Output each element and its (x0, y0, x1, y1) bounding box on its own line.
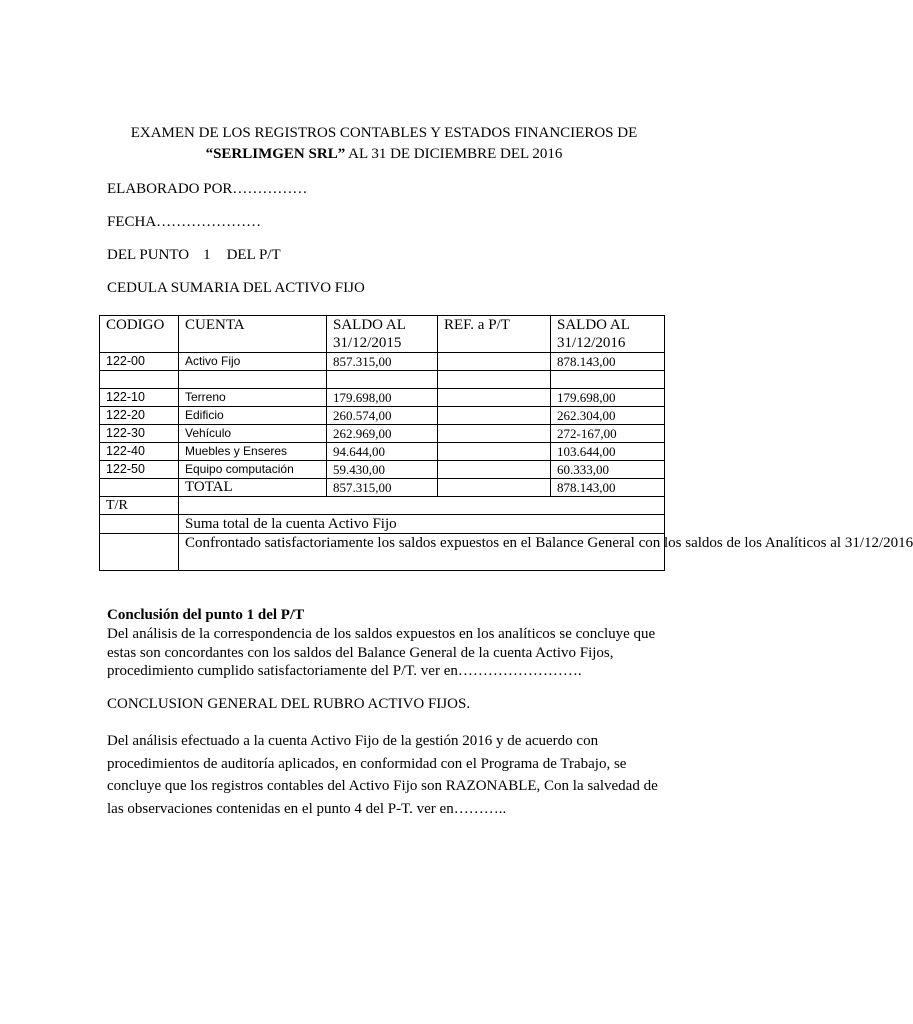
cell-blank (100, 515, 179, 534)
conclusion-heading: Conclusión del punto 1 del P/T (107, 607, 305, 623)
cell-balance-2016: 103.644,00 (551, 443, 665, 461)
cell-balance-2016: 878.143,00 (551, 353, 665, 371)
cell-account: Equipo computación (179, 461, 327, 479)
cell-account: Vehículo (179, 425, 327, 443)
table-note-row (100, 534, 665, 571)
cell-ref (438, 353, 551, 371)
cell-code: 122-40 (100, 443, 179, 461)
table-tr-row (100, 497, 665, 515)
general-conclusion-heading: CONCLUSION GENERAL DEL RUBRO ACTIVO FIJOS. (107, 696, 471, 712)
cell-balance-2016: 60.333,00 (551, 461, 665, 479)
cell-account: Terreno (179, 389, 327, 407)
total-label: TOTAL (179, 479, 327, 497)
firm-name: “SERLIMGEN SRL” (205, 146, 346, 162)
cell-code: 122-30 (100, 425, 179, 443)
cell-account: Muebles y Enseres (179, 443, 327, 461)
total-balance-2016: 878.143,00 (551, 479, 665, 497)
cell-blank (438, 479, 551, 497)
conclusion-text: Del análisis de la correspondencia de los saldos expuestos en los analíticos se concluye que estas son concordantes con los saldos del Balance General de la cuenta Activo Fijos, procedimiento cumplido satisfactoriamente del P/T. ver en……………………. (107, 626, 656, 679)
date-field: FECHA………………… (107, 214, 262, 230)
point-suffix: DEL P/T (226, 247, 281, 263)
cell-blank (179, 371, 327, 389)
cell-blank (327, 371, 438, 389)
cell-blank (100, 371, 179, 389)
note-sum-total: Suma total de la cuenta Activo Fijo (179, 515, 665, 534)
cell-account: Activo Fijo (179, 353, 327, 371)
table-row-blank (100, 371, 665, 389)
title-line-1: EXAMEN DE LOS REGISTROS CONTABLES Y ESTADOS FINANCIEROS DE (130, 125, 638, 141)
column-header-balance-2016: SALDO AL 31/12/2016 (551, 316, 665, 353)
point-prefix: DEL PUNTO (107, 247, 190, 263)
point-number: 1 (203, 247, 211, 263)
column-header-account: CUENTA (179, 316, 327, 353)
cell-code: 122-20 (100, 407, 179, 425)
table-note-row (100, 515, 665, 534)
cell-blank (100, 479, 179, 497)
table-row-main-account (100, 353, 665, 371)
point-reference (107, 245, 281, 265)
title-date: AL 31 DE DICIEMBRE DEL 2016 (345, 146, 563, 162)
tick-mark-label: T/R (100, 497, 179, 515)
column-header-code: CODIGO (100, 316, 179, 353)
cell-balance-2016: 272-167,00 (551, 425, 665, 443)
cell-account: Edificio (179, 407, 327, 425)
total-balance-2015: 857.315,00 (327, 479, 438, 497)
cell-balance-2015: 260.574,00 (327, 407, 438, 425)
cell-ref (438, 461, 551, 479)
table-row (100, 425, 665, 443)
cell-blank (179, 497, 665, 515)
fixed-assets-summary-table (99, 315, 913, 571)
cell-balance-2015: 59.430,00 (327, 461, 438, 479)
table-total-row (100, 479, 665, 497)
table-row (100, 461, 665, 479)
cell-code: 122-50 (100, 461, 179, 479)
note-confronted: Confrontado satisfactoriamente los saldos expuestos en el Balance General con los saldos de los Analíticos al 31/12/2016 (179, 534, 665, 571)
cell-ref (438, 443, 551, 461)
general-conclusion-text: Del análisis efectuado a la cuenta Activo Fijo de la gestión 2016 y de acuerdo con procedimientos de auditoría aplicados, en conformidad con el Programa de Trabajo, se concluye que los registros contables del Activo Fijo son RAZONABLE, Con la salvedad de las observaciones contenidas en el punto 4 del P-T. ver en……….. (107, 733, 658, 817)
schedule-title: CEDULA SUMARIA DEL ACTIVO FIJO (107, 280, 365, 296)
table-row (100, 443, 665, 461)
table-header-row (100, 316, 665, 353)
table-row (100, 407, 665, 425)
cell-ref (438, 389, 551, 407)
cell-balance-2015: 94.644,00 (327, 443, 438, 461)
cell-blank (551, 371, 665, 389)
cell-balance-2016: 262.304,00 (551, 407, 665, 425)
cell-blank (438, 371, 551, 389)
cell-balance-2016: 179.698,00 (551, 389, 665, 407)
title-line-2 (100, 144, 668, 165)
cell-ref (438, 407, 551, 425)
document-title (100, 123, 668, 165)
table-row (100, 389, 665, 407)
cell-ref (438, 425, 551, 443)
prepared-by-field: ELABORADO POR…………… (107, 181, 308, 197)
column-header-balance-2015: SALDO AL 31/12/2015 (327, 316, 438, 353)
column-header-ref: REF. a P/T (438, 316, 551, 353)
cell-balance-2015: 857.315,00 (327, 353, 438, 371)
cell-blank (100, 534, 179, 571)
cell-balance-2015: 262.969,00 (327, 425, 438, 443)
cell-balance-2015: 179.698,00 (327, 389, 438, 407)
cell-code: 122-00 (100, 353, 179, 371)
cell-code: 122-10 (100, 389, 179, 407)
